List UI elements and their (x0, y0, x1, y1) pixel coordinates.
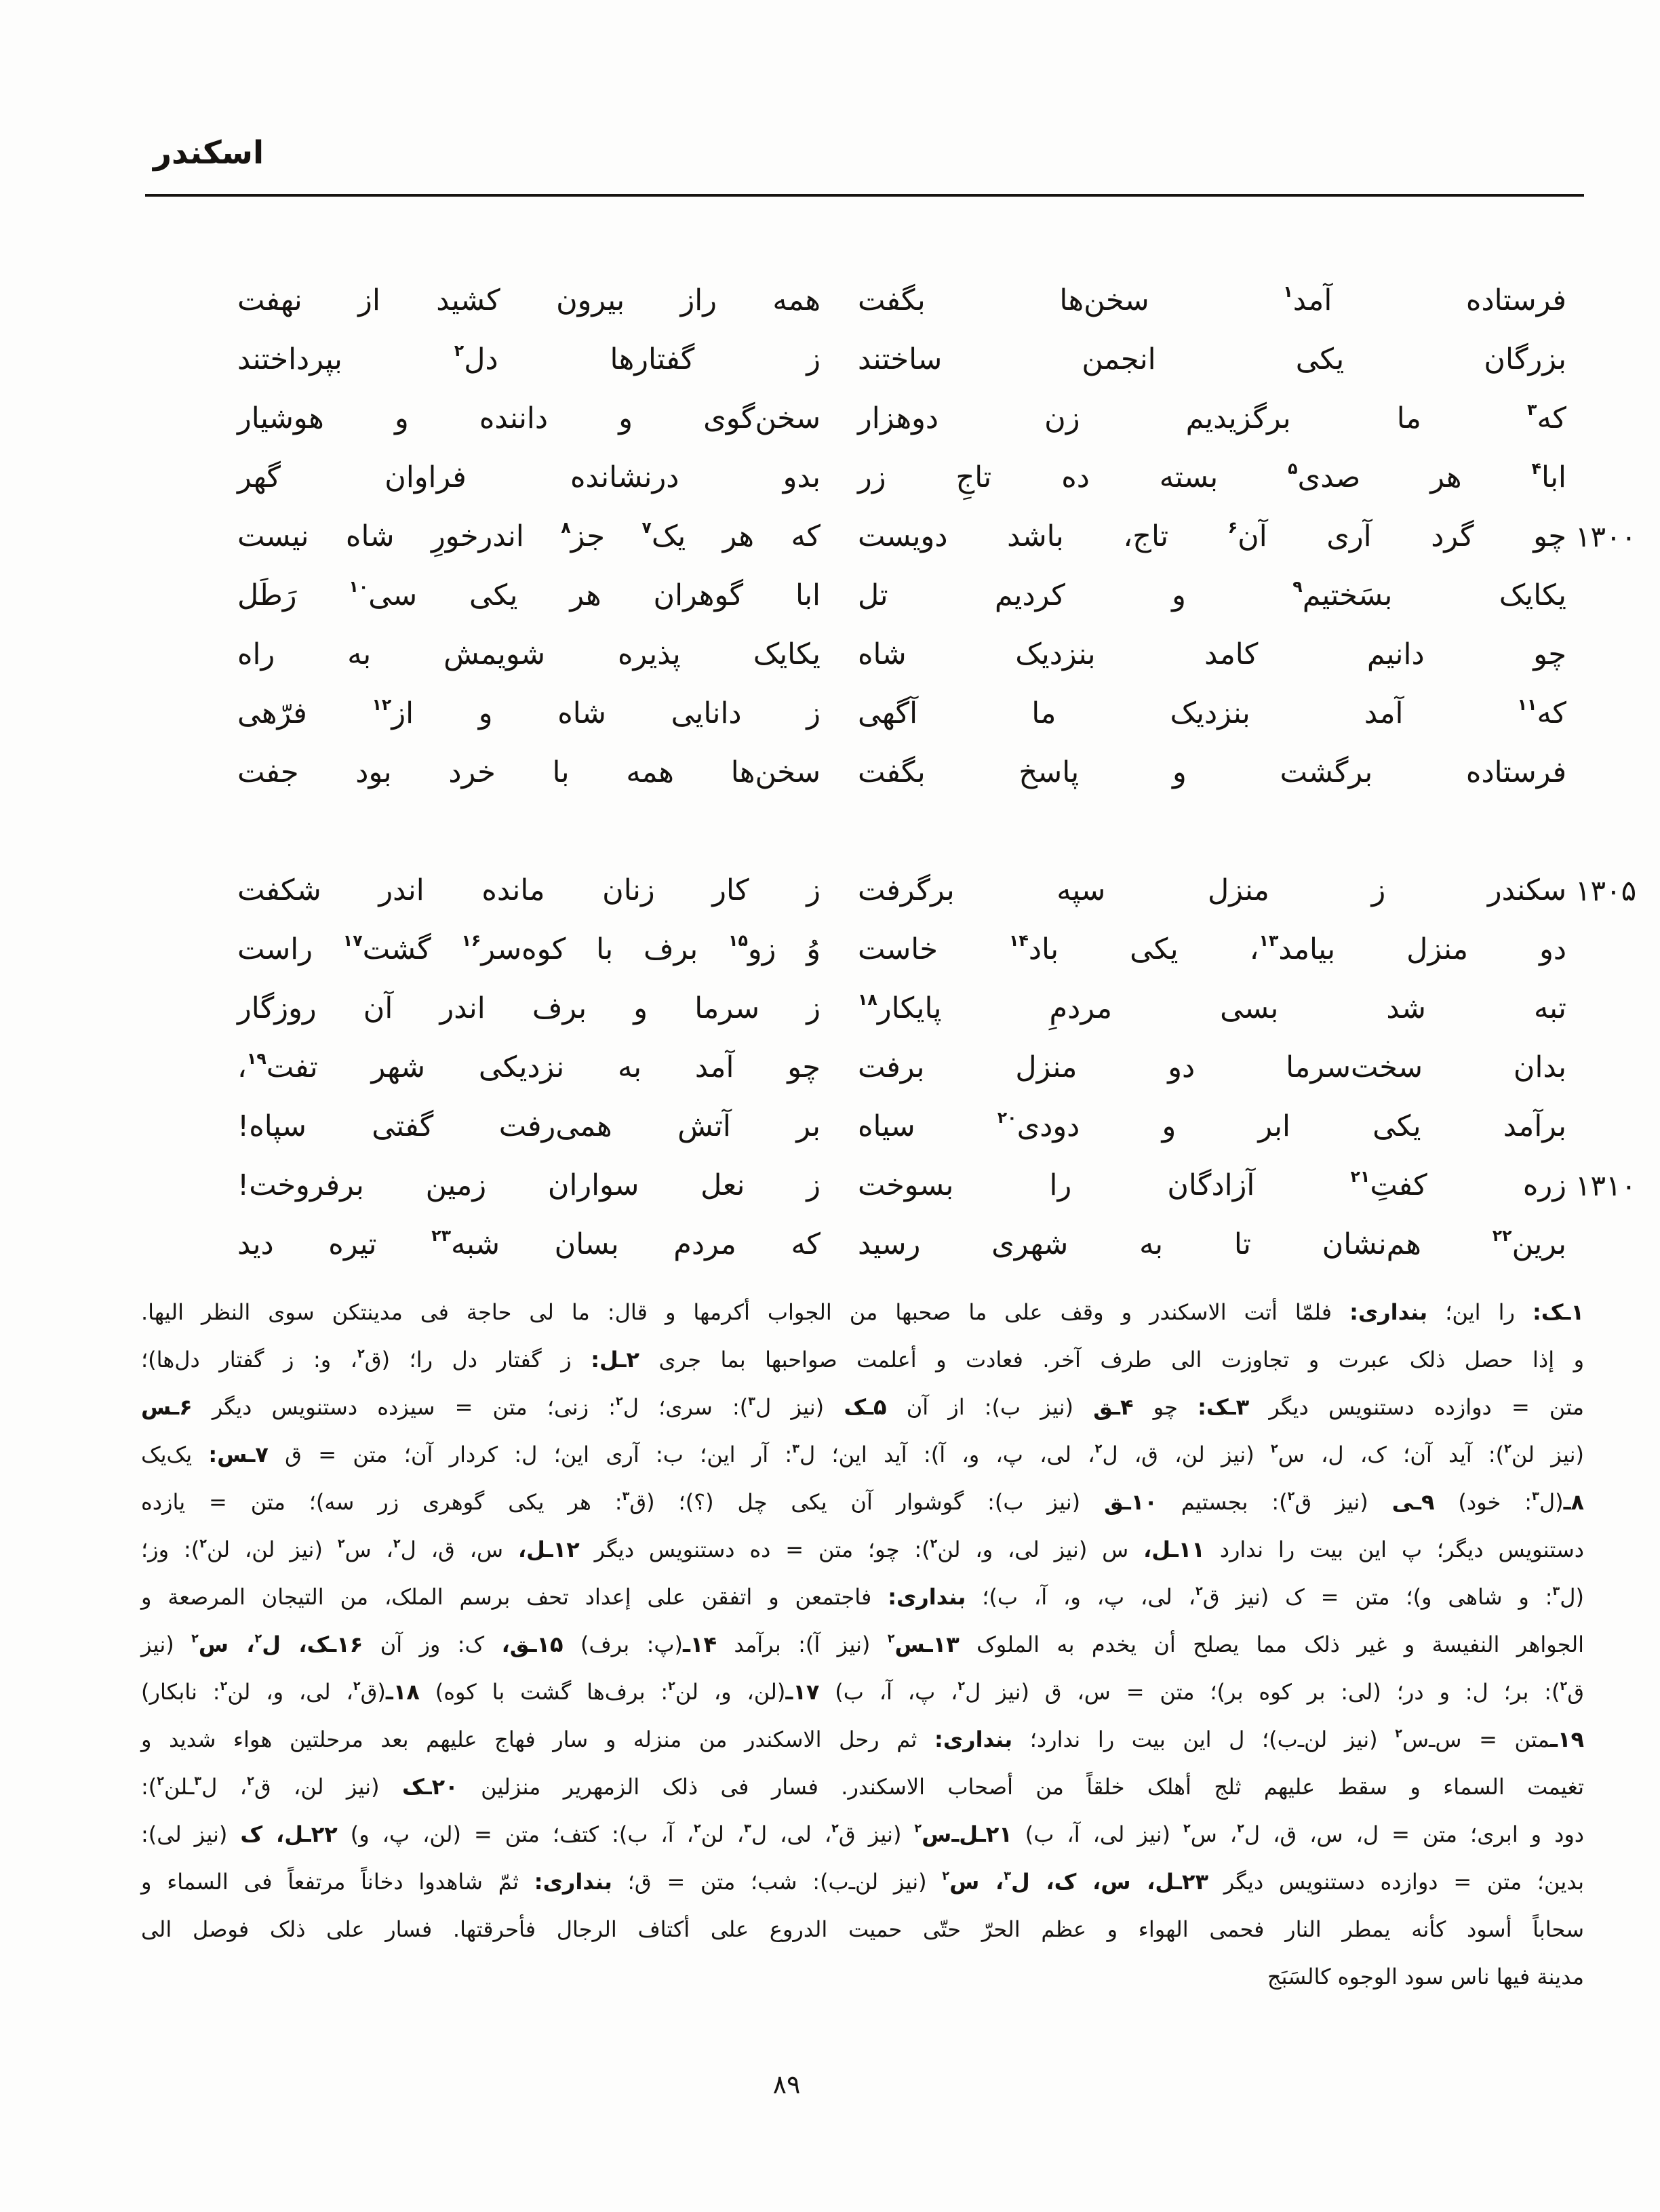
hemistich-right: چو دانیم کامد بنزدیک شاه (858, 637, 1566, 671)
apparatus-line: ۱۹ـمتن = س‌ـ‌س$^۲$ (نیز لن‌ـ‌ب)؛ ل این بیت را ندارد؛ بنداری: ثم رحل الاسکندر من منزله و سار فهاج علیهم بعد مرحلتین هواء شدید و (141, 1726, 1585, 1752)
hemistich-right: که$^{۱۱}$ آمد بنزدیک ما آگهی (858, 695, 1566, 730)
apparatus-line: (ل$^۳$: و شاهی و)؛ متن = ک (نیز ق$^۲$، لی، پ، و، آ، ب)؛ بنداری: فاجتمعن و اتفقن علی إعداد تحف برسم الملک، من التیجان المرصعة و (141, 1584, 1585, 1610)
apparatus-line: متن = دوازده دستنویس دیگر ۳ـک: چو ۴ـق (نیز ب): از آن ۵ـک (نیز ل$^۳$): سری؛ ل$^۲$: زنی؛ متن = سیزده دستنویس دیگر ۶ـس (141, 1394, 1585, 1420)
hemistich-right: فرستاده آمد$^۱$ سخن‌ها بگفت (858, 282, 1566, 317)
hemistich-left: چو آمد به نزدیکی شهر تفت$^{۱۹}$، (237, 1049, 821, 1084)
hemistich-left: وُ زو$^{۱۵}$ برف با کوه‌سر$^{۱۶}$ گشت$^{۱۷}$ راست (237, 931, 821, 966)
hemistich-right: زره کفتِ$^{۲۱}$ آزادگان را بسوخت (858, 1167, 1566, 1202)
hemistich-left: ز نعل سواران زمین برفروخت! (237, 1168, 821, 1202)
hemistich-left: که هر یک$^۷$ جز$^۸$ اندرخورِ شاه نیست (237, 518, 821, 553)
hemistich-right: تبه شد بسی مردمِ پایکار$^{۱۸}$ (858, 990, 1566, 1025)
hemistich-left: یکایک پذیره شویمش به راه (237, 637, 821, 671)
hemistich-left: سخن‌ها همه با خرد بود جفت (237, 755, 821, 789)
hemistich-left: بدو درنشانده فراوان گهر (237, 460, 821, 494)
verse-number: ۱۳۱۰ (1575, 1169, 1637, 1202)
hemistich-left: ز کار زنان مانده اندر شکفت (237, 873, 821, 907)
hemistich-left: ز سرما و برف اندر آن روزگار (237, 991, 821, 1025)
apparatus-line: الجواهر النفیسة و غیر ذلک مما یصلح أن یخدم به الملوک ۱۳ـس$^۲$ (نیز آ): برآمد ۱۴ـ(پ: برف) ۱۵ـق، ک: وز آن ۱۶ـک، ل$^۲$، س$^۲$ (نیز (141, 1632, 1585, 1657)
hemistich-right: برآمد یکی ابر و دودی$^{۲۰}$ سیاه (858, 1108, 1566, 1143)
apparatus-line: دود و ابری؛ متن = ل، س، ق، ل$^۲$، س$^۲$ (نیز لی، آ، ب) ۲۱ـل‌ـ‌س$^۲$ (نیز ق$^۲$، لی، ل$^۳$، لن$^۲$، آ، ب): کتف؛ متن = (لن، پ، و) ۲۲ـل، ک (نیز لی): (141, 1821, 1585, 1847)
hemistich-right: چو گرد آری آن$^۶$ تاج، باشد دویست (858, 518, 1566, 553)
page-number: ۸۹ (772, 2070, 801, 2099)
hemistich-right: یکایک بسَختیم$^۹$ و کردیم تل (858, 577, 1567, 612)
apparatus-line: و إذا حصل ذلک عبرت و تجاوزت الی طرف آخر. فعادت و أعلمت صواحبها بما جری ۲ـل: ز گفتار دل را؛ (ق$^۲$، و: ز گفتار دل‌ها)؛ (141, 1347, 1585, 1372)
hemistich-left: همه راز بیرون کشید از نهفت (237, 283, 821, 317)
hemistich-right: فرستاده برگشت و پاسخ بگفت (858, 755, 1566, 789)
apparatus-line: مدینة فیها ناس سود الوجوه کالسَبَج (1267, 1964, 1584, 1990)
hemistich-left: ابا گوهران هر یکی سی$^{۱۰}$ رَطَل (237, 577, 821, 612)
running-head-title: اسکندر (153, 134, 264, 172)
verse-number: ۱۳۰۵ (1575, 874, 1637, 907)
hemistich-left: ز دانایی شاه و از$^{۱۲}$ فرّهی (237, 695, 821, 730)
hemistich-right: بدان سخت‌سرما دو منزل برفت (858, 1050, 1566, 1084)
apparatus-line: ۸ـ(ل$^۳$: خود) ۹ـی (نیز ق$^۲$): بجستیم ۱۰ـق (نیز ب): گوشوار آن یکی چل (؟)؛ (ق$^۳$: هر یکی گوهری زر سه)؛ متن = یازده (141, 1489, 1585, 1515)
apparatus-line: تغیمت السماء و سقط علیهم ثلج أهلک خلقاً من أصحاب الاسکندر. فسار فی ذلک الزمهریر منزلین ۲۰ـک (نیز لن، ق$^۲$، ل$^۳$ـلن$^۲$): (141, 1774, 1585, 1800)
hemistich-right: بزرگان یکی انجمن ساختند (858, 342, 1566, 376)
hemistich-left: سخن‌گوی و داننده و هوشیار (237, 401, 821, 435)
hemistich-left: که مردم بسان شبه$^{۲۳}$ تیره دید (237, 1226, 821, 1261)
hemistich-right: دو منزل بیامد$^{۱۳}$، یکی باد$^{۱۴}$ خاست (858, 931, 1566, 966)
apparatus-line: ق$^۲$): بر؛ ل: و در؛ (لی: بر کوه بر)؛ متن = س، ق (نیز ل$^۲$، پ، آ، ب) ۱۷ـ(لن، و، لن$^۲$: برف‌ها گشت با کوه) ۱۸ـ(ق$^۲$، لی، و، لن$^۲$: نابکار) (141, 1679, 1585, 1705)
apparatus-line: سحاباً أسود کأنه یمطر النار فحمی الهواء و عظم الحرّ حتّی حمیت الدروع علی أکتاف الرجال فأحرقتها. فسار علی ذلک فوصل الی (141, 1916, 1584, 1942)
hemistich-left: بر آتش همی‌رفت گفتی سپاه! (237, 1109, 821, 1143)
apparatus-line: بدین؛ متن = دوازده دستنویس دیگر ۲۳ـل، س، ک، ل$^۳$، س$^۲$ (نیز لن‌ـ‌ب): شب؛ متن = ق؛ بنداری: ثمّ شاهدوا دخاناً مرتفعاً فی السماء و (141, 1869, 1585, 1895)
hemistich-right: سکندر ز منزل سپه برگرفت (858, 873, 1566, 907)
hemistich-left: ز گفتارها دل$^۲$ بپرداختند (237, 341, 821, 376)
apparatus-line: ۱ـک: را این؛ بنداری: فلمّا أتت الاسکندر و وقف علی ما صحبها من الجواب أکرمها و قال: ما لی حاجة فی مدینتکن سوی النظر الیها. (141, 1299, 1585, 1325)
verse-number: ۱۳۰۰ (1575, 520, 1637, 553)
apparatus-line: (نیز لن$^۲$): آید آن؛ ک، ل، س$^۲$ (نیز لن، ق، ل$^۲$، لی، پ، و، آ): آید این؛ ل$^۳$: آر این؛ ب: آری این؛ ل: کردار آن؛ متن = ق ۷ـس: یک‌یک (141, 1442, 1585, 1467)
hemistich-right: برین$^{۲۲}$ هم‌نشان تا به شهری رسید (858, 1226, 1566, 1261)
apparatus-line: دستنویس دیگر؛ پ این بیت را ندارد ۱۱ـل، س (نیز لی، و، لن$^۲$): چو؛ متن = ده دستنویس دیگر ۱۲ـل، س، ق، ل$^۲$، س$^۲$ (نیز لن، لن$^۲$): وز؛ (141, 1537, 1585, 1562)
hemistich-right: که$^۳$ ما برگزیدیم زن دوهزار (858, 400, 1566, 435)
hemistich-right: ابا$^۴$ هر صدی$^۵$ بسته ده تاجِ زر (858, 459, 1566, 494)
header-rule (145, 194, 1584, 197)
